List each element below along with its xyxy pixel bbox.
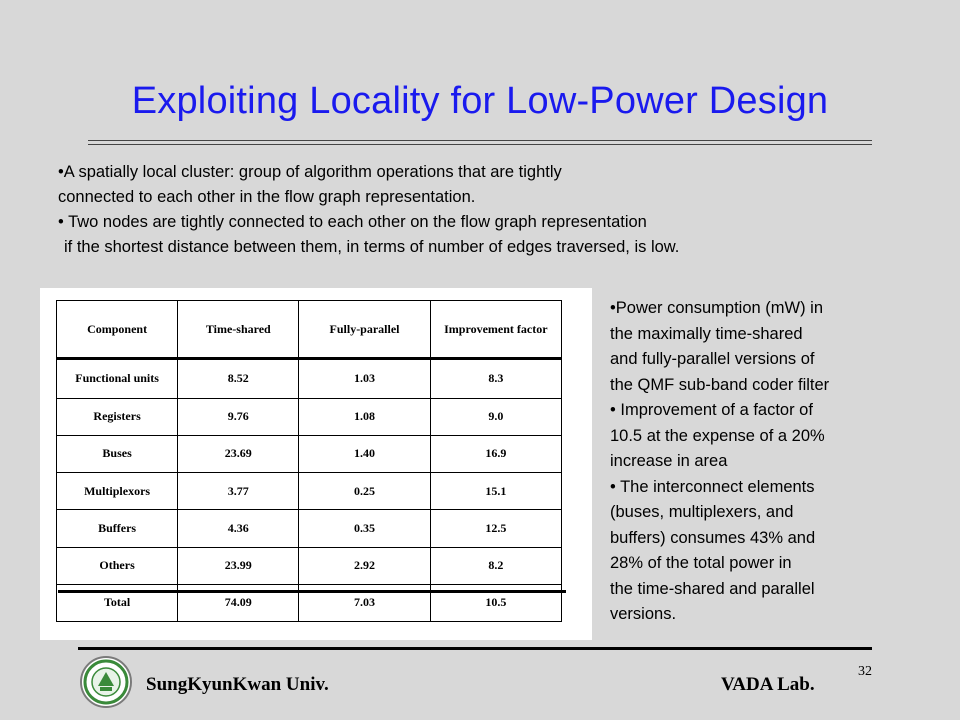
table-row	[57, 398, 562, 435]
table-cell: 10.5	[430, 584, 561, 621]
side-line: (buses, multiplexers, and	[610, 503, 794, 521]
table-cell: 23.99	[178, 547, 299, 584]
table-row	[57, 547, 562, 584]
side-line: the maximally time-shared	[610, 324, 803, 343]
side-line: and fully-parallel versions of	[610, 350, 815, 368]
table-cell: 8.3	[430, 359, 561, 399]
side-line: • Improvement of a factor of	[610, 401, 813, 419]
intro-line: connected to each other in the flow graph representation.	[58, 188, 476, 206]
intro-line: if the shortest distance between them, in terms of number of edges traversed, is low.	[64, 238, 680, 256]
table-header-cell: Fully-parallel	[299, 301, 430, 359]
intro-text	[58, 160, 908, 260]
table-cell: 1.08	[299, 398, 430, 435]
side-line: versions.	[610, 605, 677, 623]
side-line: the time-shared and parallel	[610, 579, 815, 598]
table-cell: 23.69	[178, 435, 299, 472]
table-header-cell: Improvement factor	[430, 301, 561, 359]
power-table-panel	[40, 288, 592, 640]
footer-university: SungKyunKwan Univ.	[146, 674, 329, 695]
total-separator-line	[58, 590, 566, 593]
table-cell: 74.09	[178, 584, 299, 621]
table-cell: 1.03	[299, 359, 430, 399]
slide-title: Exploiting Locality for Low-Power Design	[131, 80, 829, 122]
table-cell: 4.36	[178, 510, 299, 547]
side-notes	[610, 296, 910, 628]
page-number: 32	[858, 664, 872, 679]
table-row	[57, 359, 562, 399]
intro-line: • Two nodes are tightly connected to each other on the flow graph representation	[58, 213, 647, 231]
table-cell: 7.03	[299, 584, 430, 621]
table-cell: 3.77	[178, 473, 299, 510]
side-line: increase in area	[610, 452, 728, 470]
side-line: •Power consumption (mW) in	[610, 299, 824, 317]
table-cell: Buses	[57, 435, 178, 472]
table-cell: Buffers	[57, 510, 178, 547]
table-row	[57, 435, 562, 472]
table-header-cell: Time-shared	[178, 301, 299, 359]
title-divider	[88, 140, 872, 145]
university-logo	[80, 656, 132, 708]
table-cell: Total	[57, 584, 178, 621]
table-cell: 8.2	[430, 547, 561, 584]
table-row	[57, 473, 562, 510]
table-cell: 8.52	[178, 359, 299, 399]
table-cell: 9.0	[430, 398, 561, 435]
side-line: 10.5 at the expense of a 20%	[610, 426, 825, 445]
table-header-row	[57, 301, 562, 359]
table-cell: 0.25	[299, 473, 430, 510]
table-cell: Registers	[57, 398, 178, 435]
table-cell: Functional units	[57, 359, 178, 399]
table-cell: 0.35	[299, 510, 430, 547]
table-cell: 16.9	[430, 435, 561, 472]
side-line: buffers) consumes 43% and	[610, 528, 816, 547]
table-cell: 2.92	[299, 547, 430, 584]
intro-line: •A spatially local cluster: group of algorithm operations that are tightly	[58, 163, 562, 181]
table-cell: Multiplexors	[57, 473, 178, 510]
university-seal-icon	[82, 658, 130, 706]
table-header-cell: Component	[57, 301, 178, 359]
footer-lab: VADA Lab.	[721, 674, 815, 695]
table-cell: Others	[57, 547, 178, 584]
table-cell: 12.5	[430, 510, 561, 547]
side-line: 28% of the total power in	[610, 554, 792, 572]
table-cell: 9.76	[178, 398, 299, 435]
side-line: the QMF sub-band coder filter	[610, 375, 830, 394]
footer-divider	[78, 647, 872, 650]
table-row	[57, 510, 562, 547]
table-cell: 15.1	[430, 473, 561, 510]
table-cell: 1.40	[299, 435, 430, 472]
side-line: • The interconnect elements	[610, 477, 815, 496]
power-table	[56, 300, 562, 622]
